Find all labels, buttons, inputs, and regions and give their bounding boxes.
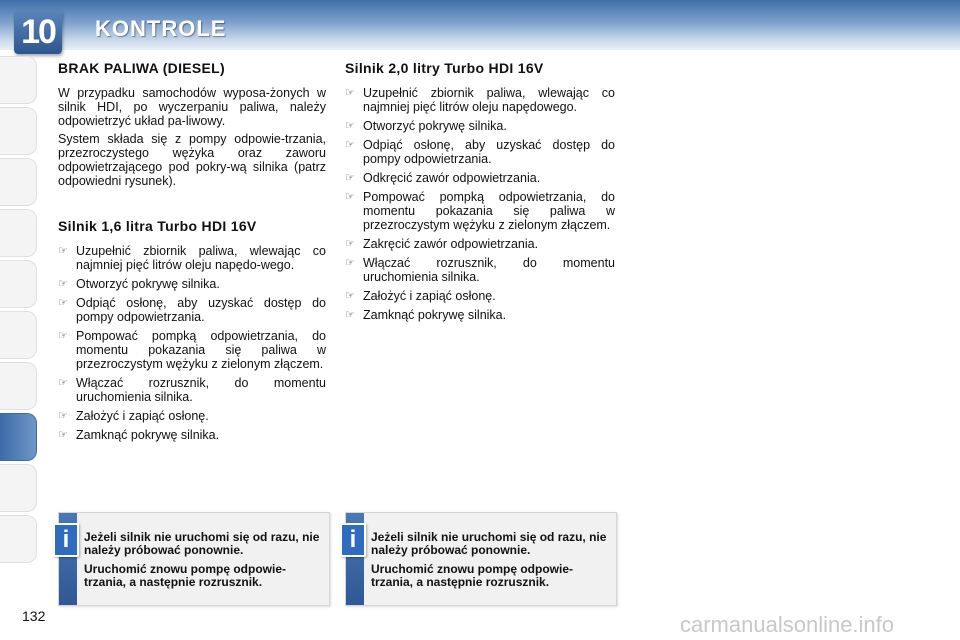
intro-paragraph: System składa się z pompy odpowie-trzania, przezroczystego wężyka oraz zaworu odpowietrzającego pod pokry-wą silnika (patrz odpowiedni rysunek).: [58, 132, 326, 188]
chapter-tab[interactable]: [0, 260, 37, 308]
step-text: Włączać rozrusznik, do momentu uruchomienia silnika.: [76, 376, 326, 404]
pointing-hand-icon: ☞: [345, 257, 355, 269]
pointing-hand-icon: ☞: [345, 191, 355, 203]
chapter-tab[interactable]: [0, 209, 37, 257]
step-text: Pompować pompką odpowietrzania, do momentu pokazania się paliwa w przezroczystym wężyku z zielonym złączem.: [363, 190, 615, 232]
pointing-hand-icon: ☞: [58, 330, 68, 342]
page-number: 132: [22, 608, 46, 624]
info-text: [371, 531, 611, 595]
pointing-hand-icon: ☞: [345, 139, 355, 151]
step-text: Odpiąć osłonę, aby uzyskać dostęp do pompy odpowietrzania.: [363, 138, 615, 166]
list-item: [58, 244, 326, 272]
pointing-hand-icon: ☞: [58, 278, 68, 290]
section-title-engine-20: Silnik 2,0 litry Turbo HDI 16V: [345, 60, 544, 76]
step-text: Uzupełnić zbiornik paliwa, wlewając co najmniej pięć litrów oleju napędowego.: [363, 86, 615, 114]
list-item: [345, 308, 615, 322]
step-text: Zakręcić zawór odpowietrzania.: [363, 237, 539, 251]
pointing-hand-icon: ☞: [345, 172, 355, 184]
section-title-engine-16: Silnik 1,6 litra Turbo HDI 16V: [58, 218, 257, 234]
step-text: Pompować pompką odpowietrzania, do momentu pokazania się paliwa w przezroczystym wężyku z zielonym złączem.: [76, 329, 326, 371]
list-item: [58, 376, 326, 404]
step-text: Otworzyć pokrywę silnika.: [76, 277, 220, 291]
list-item: [345, 190, 615, 232]
list-item: [345, 119, 615, 133]
step-text: Założyć i zapiąć osłonę.: [76, 409, 209, 423]
step-text: Zamknąć pokrywę silnika.: [76, 428, 220, 442]
chapter-tab[interactable]: [0, 107, 37, 155]
info-box: [345, 512, 617, 606]
chapter-tab[interactable]: [0, 362, 37, 410]
engine-16-section: [58, 218, 326, 442]
chapter-tabs: [0, 56, 40, 566]
list-item: [345, 138, 615, 166]
watermark: carmanualsonline.info: [680, 612, 895, 637]
pointing-hand-icon: ☞: [58, 297, 68, 309]
list-item: [58, 296, 326, 324]
steps-list: [58, 244, 326, 442]
pointing-hand-icon: ☞: [345, 238, 355, 250]
pointing-hand-icon: ☞: [58, 377, 68, 389]
pointing-hand-icon: ☞: [58, 245, 68, 257]
chapter-tab[interactable]: [0, 158, 37, 206]
list-item: [58, 428, 326, 442]
info-icon: i: [340, 523, 366, 557]
list-item: [345, 86, 615, 114]
chapter-tab-active[interactable]: [0, 413, 37, 461]
info-warning: Jeżeli silnik nie uruchomi się od razu, nie należy próbować ponownie.: [84, 530, 320, 557]
chapter-tab[interactable]: [0, 464, 37, 512]
list-item: [58, 409, 326, 423]
pointing-hand-icon: ☞: [345, 120, 355, 132]
info-box: [58, 512, 330, 606]
chapter-number-badge: 10: [14, 10, 62, 54]
pointing-hand-icon: ☞: [58, 429, 68, 441]
list-item: [58, 329, 326, 371]
pointing-hand-icon: ☞: [345, 290, 355, 302]
list-item: [345, 256, 615, 284]
chapter-tab[interactable]: [0, 515, 37, 563]
step-text: Odpiąć osłonę, aby uzyskać dostęp do pompy odpowietrzania.: [76, 296, 326, 324]
list-item: [345, 237, 615, 251]
right-column: [345, 60, 615, 327]
intro-paragraph: W przypadku samochodów wyposa-żonych w silnik HDI, po wyczerpaniu paliwa, należy odpowietrzyć układ pa-liwowy.: [58, 86, 326, 128]
pointing-hand-icon: ☞: [345, 87, 355, 99]
steps-list: [345, 86, 615, 322]
step-text: Odkręcić zawór odpowietrzania.: [363, 171, 541, 185]
step-text: Uzupełnić zbiornik paliwa, wlewając co najmniej pięć litrów oleju napędo-wego.: [76, 244, 326, 272]
chapter-tab[interactable]: [0, 56, 37, 104]
page-title: KONTROLE: [95, 16, 227, 41]
info-warning: Jeżeli silnik nie uruchomi się od razu, nie należy próbować ponownie.: [371, 530, 607, 557]
pointing-hand-icon: ☞: [58, 410, 68, 422]
step-text: Otworzyć pokrywę silnika.: [363, 119, 507, 133]
info-text: [84, 531, 324, 595]
list-item: [345, 289, 615, 303]
info-instruction: Uruchomić znowu pompę odpowie-trzania, a następnie rozrusznik.: [371, 562, 573, 589]
info-icon: i: [53, 523, 79, 557]
list-item: [58, 277, 326, 291]
step-text: Włączać rozrusznik, do momentu uruchomienia silnika.: [363, 256, 615, 284]
chapter-tab[interactable]: [0, 311, 37, 359]
step-text: Założyć i zapiąć osłonę.: [363, 289, 496, 303]
info-instruction: Uruchomić znowu pompę odpowie-trzania, a następnie rozrusznik.: [84, 562, 286, 589]
list-item: [345, 171, 615, 185]
pointing-hand-icon: ☞: [345, 309, 355, 321]
step-text: Zamknąć pokrywę silnika.: [363, 308, 507, 322]
left-column: [58, 60, 326, 447]
header-bar: [0, 0, 960, 50]
section-title-fuel: BRAK PALIWA (DIESEL): [58, 60, 225, 76]
